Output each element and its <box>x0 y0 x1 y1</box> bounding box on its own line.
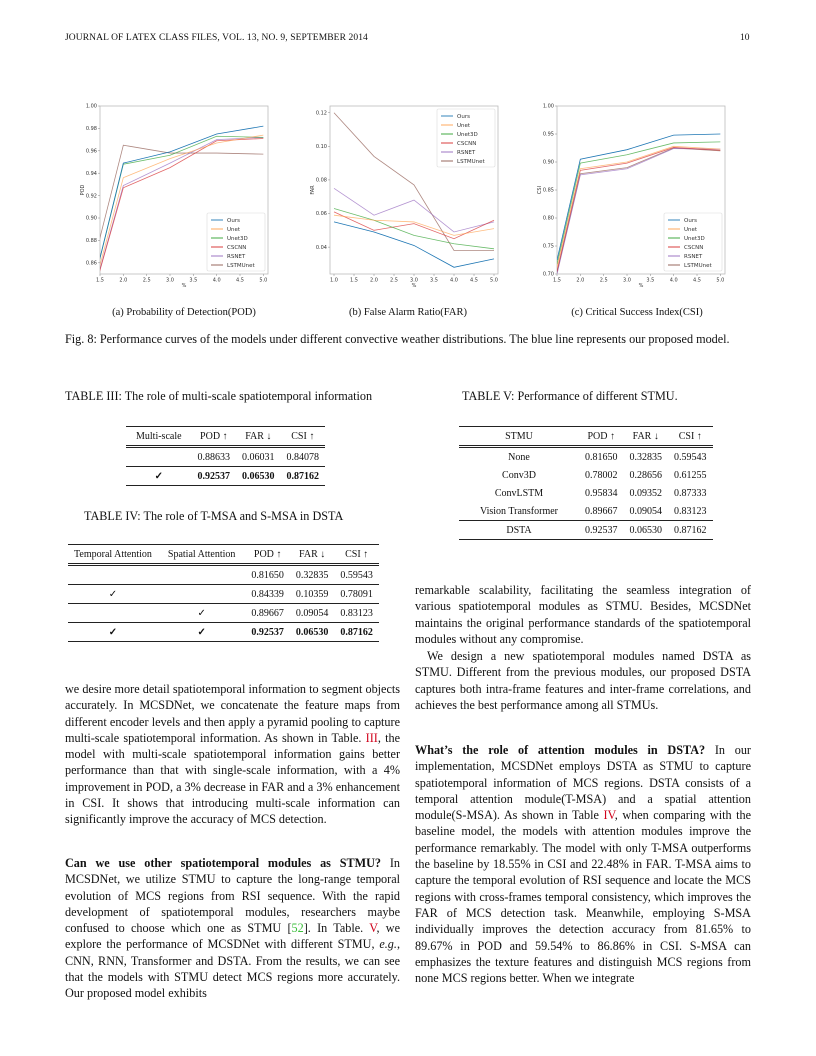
x-tick-label: 1.0 <box>330 277 338 284</box>
table-cell: 0.32835 <box>629 451 662 463</box>
chart-csi <box>535 98 735 298</box>
y-tick-label: 0.86 <box>85 260 97 267</box>
table-cell: 0.09054 <box>290 604 335 623</box>
y-tick-label: 0.98 <box>85 126 97 133</box>
table-cell: 0.92537 <box>245 623 290 642</box>
table4 <box>68 544 379 642</box>
table-ref-link[interactable]: V <box>369 921 377 936</box>
table-cell: 0.10359 <box>290 585 335 604</box>
y-tick-label: 1.00 <box>85 103 97 110</box>
text: , CNN, RNN, Transformer and DSTA. From the results, we can see that the models with STMU detect MCS regions more accurately. Our proposed model exhibits <box>65 937 400 1001</box>
subcaption-csi: (c) Critical Success Index(CSI) <box>571 307 703 318</box>
text: e.g. <box>379 937 397 952</box>
y-tick-label: 0.95 <box>542 131 554 138</box>
table5 <box>459 426 713 540</box>
y-tick-label: 0.90 <box>85 215 97 222</box>
table5-header: STMU <box>459 427 579 447</box>
x-tick-label: 2.5 <box>599 277 608 284</box>
table4-header-row <box>68 545 379 565</box>
paragraph-heading: Can we use other spatiotemporal modules as STMU? <box>65 856 382 870</box>
table-cell: ✓ <box>68 623 158 642</box>
table-ref-link[interactable]: III <box>365 730 378 745</box>
table-cell: 0.84078 <box>286 451 320 463</box>
table-row <box>459 447 713 467</box>
table-cell: 0.83123 <box>674 505 707 517</box>
table5-caption: TABLE V: Performance of different STMU. <box>462 389 678 403</box>
y-tick-label: 1.00 <box>542 103 554 110</box>
x-tick-label: 4.5 <box>693 277 701 284</box>
legend-label: LSTMUnet <box>457 159 485 165</box>
legend-label: CSCNN <box>684 245 704 251</box>
table-cell: 0.32835 <box>295 569 329 581</box>
x-tick-label: 3.5 <box>646 277 655 284</box>
x-tick-label: 4.0 <box>212 277 221 284</box>
y-tick-label: 0.96 <box>85 148 97 155</box>
table-cell: 0.78002 <box>585 469 618 481</box>
legend-label: RSNET <box>684 254 703 260</box>
series-line-unet <box>334 215 494 235</box>
y-tick-label: 0.85 <box>542 187 554 194</box>
chart-far <box>308 98 508 298</box>
y-tick-label: 0.04 <box>315 244 327 251</box>
table-cell: 0.81650 <box>251 569 284 581</box>
table3-header: CSI ↑ <box>281 427 326 447</box>
table-cell: 0.83123 <box>334 604 379 623</box>
y-axis-label: CSI <box>537 185 543 195</box>
legend-label: LSTMUnet <box>684 263 712 269</box>
x-tick-label: 1.5 <box>96 277 104 284</box>
y-tick-label: 0.92 <box>85 193 97 200</box>
y-tick-label: 0.75 <box>542 243 554 250</box>
table-cell: 0.61255 <box>674 469 707 481</box>
table-row <box>126 467 325 486</box>
legend-label: Unet3D <box>227 236 248 242</box>
text: ]. In Table. <box>303 921 370 936</box>
text: , we explore the performance of MCSDNet with different STMU, <box>65 921 400 952</box>
left-paragraph-1 <box>65 681 400 828</box>
y-tick-label: 0.06 <box>315 211 327 218</box>
text: , the model with multi-scale spatiotemporal information gains better performance than that with single-scale information, with a 4% improvement in POD, a 3% decrease in FAR and a 3% enhancement in CSI. It shows that introducing multi-scale information can significantly improve the accuracy of MCS detection. <box>65 730 401 827</box>
y-axis-label: FAR <box>310 185 316 195</box>
x-axis-label: % <box>638 283 644 289</box>
table-row <box>459 484 713 502</box>
x-axis-label: % <box>181 283 187 289</box>
x-tick-label: 5.0 <box>259 277 268 284</box>
table3-header: FAR ↓ <box>236 427 281 447</box>
x-tick-label: 2.5 <box>390 277 398 284</box>
x-tick-label: 3.0 <box>166 277 174 284</box>
pod-chart-svg <box>78 98 278 298</box>
legend-label: Ours <box>227 218 240 224</box>
x-tick-label: 4.0 <box>450 277 458 284</box>
y-tick-label: 0.08 <box>315 177 327 184</box>
y-tick-label: 0.10 <box>315 144 327 151</box>
table-cell: 0.89667 <box>245 604 290 623</box>
paragraph-heading: What’s the role of attention modules in DSTA? <box>415 743 706 757</box>
table-row <box>68 623 379 642</box>
table-cell: 0.59543 <box>674 451 707 463</box>
text: we desire more detail spatiotemporal information to segment objects accurately. In MCSDNet, we concatenate the feature maps from different encoder levels and then apply a pyramid pooling to capture multi-scale spatiotemporal information. As shown in Table. <box>65 682 400 745</box>
y-axis-label: POD <box>80 184 86 196</box>
table-cell: None <box>508 451 530 463</box>
table-cell: 0.06530 <box>624 521 669 540</box>
x-tick-label: 5.0 <box>490 277 498 284</box>
text: In our implementation, MCSDNet employs DSTA as STMU to capture spatiotemporal information of MCS regions. DSTA consists of a temporal attention module(T-MSA) and a spatial attention module(S-MSA). As shown in Table <box>415 743 751 823</box>
table-cell: 0.59543 <box>340 569 373 581</box>
table-cell: ✓ <box>158 604 246 623</box>
csi-chart-svg <box>535 98 735 298</box>
table3 <box>126 426 325 486</box>
legend-label: Unet <box>457 123 471 129</box>
series-line-ours <box>334 222 494 267</box>
table4-header: CSI ↑ <box>334 545 379 565</box>
chart-pod <box>78 98 278 298</box>
x-tick-label: 3.0 <box>623 277 631 284</box>
legend-label: CSCNN <box>227 245 247 251</box>
table-row <box>459 502 713 521</box>
legend-label: Ours <box>457 114 470 120</box>
table-cell: 0.87333 <box>674 487 707 499</box>
table3-header: POD ↑ <box>192 427 237 447</box>
table-row <box>459 521 713 540</box>
table-cell <box>126 447 192 467</box>
legend-label: Unet3D <box>457 132 478 138</box>
y-tick-label: 0.12 <box>315 110 327 117</box>
table-cell: ✓ <box>126 467 192 486</box>
table3-caption: TABLE III: The role of multi-scale spatiotemporal information <box>65 389 373 403</box>
table-row <box>126 447 325 467</box>
table-cell: 0.78091 <box>334 585 379 604</box>
table-cell: ConvLSTM <box>494 487 544 499</box>
text: In MCSDNet, we utilize STMU to capture the long-range temporal evolution of MCS regions from RSI sequence. With the rapid development of spatiotemporal modules, researchers maybe confused to choose which one as STMU [ <box>65 856 400 936</box>
table5-header: POD ↑ <box>579 427 624 447</box>
x-tick-label: 4.5 <box>470 277 478 284</box>
table-cell: 0.89667 <box>585 505 618 517</box>
legend-label: RSNET <box>227 254 246 260</box>
table5-header: FAR ↓ <box>624 427 669 447</box>
table4-header: POD ↑ <box>245 545 290 565</box>
x-tick-label: 3.5 <box>189 277 198 284</box>
table-cell: 0.95834 <box>585 487 618 499</box>
table-cell: 0.06530 <box>236 467 281 486</box>
right-paragraph-2: We design a new spatiotemporal modules named DSTA as STMU. Different from the previous modules, our proposed DSTA captures both intra-frame features and inter-frame correlations, and achieves the best performance among all STMUs. <box>415 649 751 712</box>
x-tick-label: 4.0 <box>669 277 678 284</box>
table-cell: 0.09054 <box>629 505 662 517</box>
table-cell: 0.28656 <box>629 469 662 481</box>
x-tick-label: 4.5 <box>236 277 244 284</box>
legend-label: LSTMUnet <box>227 263 255 269</box>
legend-label: Unet <box>227 227 241 233</box>
y-tick-label: 0.94 <box>85 170 97 177</box>
table4-caption: TABLE IV: The role of T-MSA and S-MSA in DSTA <box>84 509 344 523</box>
series-group <box>78 126 263 298</box>
table-cell <box>68 565 158 585</box>
table-cell: 0.87162 <box>334 623 379 642</box>
y-tick-label: 0.70 <box>542 271 554 278</box>
table-row <box>68 604 379 623</box>
table-cell: ✓ <box>68 585 158 604</box>
subcaption-pod: (a) Probability of Detection(POD) <box>112 307 256 318</box>
table5-header-row <box>459 427 713 447</box>
table-row <box>68 565 379 585</box>
legend-label: Unet3D <box>684 236 705 242</box>
left-paragraph-2 <box>65 855 400 1002</box>
table-cell: DSTA <box>459 521 579 540</box>
x-tick-label: 2.5 <box>142 277 151 284</box>
table3-header-row <box>126 427 325 447</box>
x-tick-label: 3.5 <box>430 277 438 284</box>
text: , when comparing with the baseline model, the models with attention modules improve the performance remarkably. The model with only T-MSA outperforms the baseline by 18.55% in CSI and 22.48% in FAR. T-MSA aims to capture the temporal evolution of RSI sequence and locate the MCS regions with cross-frames temporal consistency, which improves the FAR of MCS detection task. Meanwhile, employing S-MSA individually improves the detection accuracy from 81.65% to 89.67% in POD and 59.54% to 86.86% in CSI. S-MSA can emphasizes the texture features and distinguish MCS regions from none MCS regions better. When we integrate <box>415 808 751 986</box>
table-row <box>68 585 379 604</box>
x-tick-label: 1.5 <box>350 277 358 284</box>
legend-label: CSCNN <box>457 141 477 147</box>
table-cell: Vision Transformer <box>479 505 558 517</box>
page-number: 10 <box>740 33 750 43</box>
table-cell <box>158 565 246 585</box>
y-tick-label: 0.80 <box>542 215 554 222</box>
x-axis-label: % <box>411 283 417 289</box>
table3-header: Multi-scale <box>126 427 192 447</box>
table-cell: 0.88633 <box>197 451 231 463</box>
citation-link[interactable]: 52 <box>291 921 304 936</box>
table-cell: 0.81650 <box>585 451 618 463</box>
x-tick-label: 3.0 <box>410 277 418 284</box>
legend-label: Ours <box>684 218 697 224</box>
right-paragraph-1: remarkable scalability, facilitating the seamless integration of various spatiotemporal modules as STMU. Besides, MCSDNet maintains the original performance standards of the spatiotemporal modules without any compromise. <box>415 583 751 646</box>
table4-header: Temporal Attention <box>68 545 158 565</box>
subcaption-far: (b) False Alarm Ratio(FAR) <box>349 307 467 318</box>
series-line-rsnet <box>334 188 494 232</box>
table-cell: Conv3D <box>502 469 536 481</box>
legend-label: RSNET <box>457 150 476 156</box>
table4-header: Spatial Attention <box>158 545 246 565</box>
table-row <box>459 466 713 484</box>
right-paragraph-3 <box>415 742 751 986</box>
x-tick-label: 2.0 <box>576 277 585 284</box>
table-cell: 0.84339 <box>245 585 290 604</box>
far-chart-svg <box>308 98 508 298</box>
table4-header: FAR ↓ <box>290 545 335 565</box>
running-header: JOURNAL OF LATEX CLASS FILES, VOL. 13, NO. 9, SEPTEMBER 2014 <box>65 33 368 43</box>
table-ref-link[interactable]: IV <box>603 808 615 823</box>
table-cell: 0.92537 <box>579 521 624 540</box>
table-cell <box>68 604 158 623</box>
table5-header: CSI ↑ <box>668 427 713 447</box>
x-tick-label: 1.5 <box>553 277 561 284</box>
x-tick-label: 5.0 <box>716 277 725 284</box>
y-tick-label: 0.90 <box>542 159 554 166</box>
table-cell: 0.09352 <box>629 487 662 499</box>
table-cell: 0.87162 <box>281 467 326 486</box>
x-tick-label: 2.0 <box>370 277 378 284</box>
series-line-ours <box>78 126 263 298</box>
table-cell <box>158 585 246 604</box>
figure-caption: Fig. 8: Performance curves of the models under different convective weather distributions. The blue line represents our proposed model. <box>65 332 730 346</box>
legend-label: Unet <box>684 227 698 233</box>
y-tick-label: 0.88 <box>85 238 97 245</box>
x-tick-label: 2.0 <box>119 277 128 284</box>
table-cell: 0.87162 <box>668 521 713 540</box>
table-cell: ✓ <box>158 623 246 642</box>
table-cell: 0.06530 <box>290 623 335 642</box>
series-line-unet3d <box>334 208 494 248</box>
table-cell: 0.06031 <box>242 451 275 463</box>
table-cell: 0.92537 <box>192 467 237 486</box>
